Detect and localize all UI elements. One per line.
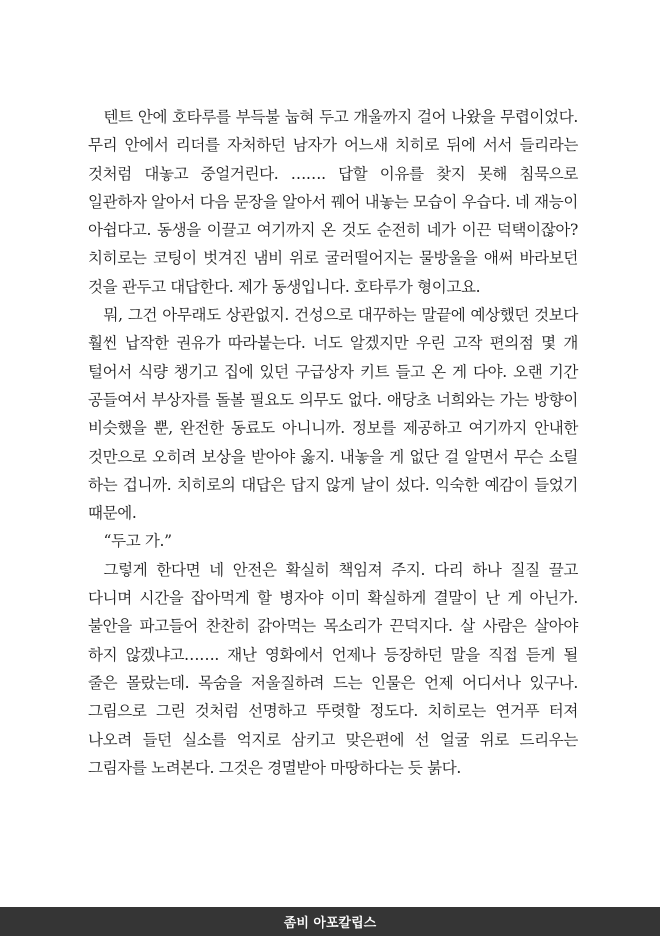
paragraph: 텐트 안에 호타루를 부득불 눕혀 두고 개울까지 걸어 나왔을 무렵이었다. 무리 안에서 리더를 자처하던 남자가 어느새 치히로 뒤에 서서 들리라는 것처럼 대놓고 중얼거린다. ……. 답할 이유를 찾지 못해 침묵으로 일관하자 알아서 다음 문장을 알아서 꿰어 내놓는 모습이 우습다. 네 재능이 아쉽다고. 동생을 이끌고 여기까지 온 것도 순전히 네가 이끈 덕택이잖아? 치히로는 코팅이 벗겨진 냄비 위로 굴러떨어지는 물방울을 애써 바라보던 것을 관두고 대답한다. 제가 동생입니다. 호타루가 형이고요. [88,108,578,296]
dialogue-line: “두고 가.” [103,532,172,551]
paragraph: 그렇게 한다면 네 안전은 확실히 책임져 주지. 다리 하나 질질 끌고 다니며 시간을 잡아먹게 할 병자야 이미 확실하게 결말이 난 게 아닌가. 불안을 파고들어 찬찬히 갉아먹는 목소리가 끈덕지다. 살 사람은 살아야 하지 않겠냐고……. 재난 영화에서 언제나 등장하던 말을 직접 듣게 될 줄은 몰랐는데. 목숨을 저울질하려 드는 인물은 언제 어디서나 있구나. 그림으로 그린 것처럼 선명하고 뚜렷할 정도다. 치히로는 연거푸 터져 나오려 들던 실소를 억지로 삼키고 맞은편에 선 얼굴 위로 드리우는 그림자를 노려본다. 그것은 경멸받아 마땅하다는 듯 붉다. [88,560,578,777]
story-body [88,103,578,782]
footer-bar [0,907,660,936]
paragraph: 뭐, 그건 아무래도 상관없지. 건성으로 대꾸하는 말끝에 예상했던 것보다 훨씬 납작한 권유가 따라붙는다. 너도 알겠지만 우린 고작 편의점 몇 개 털어서 식량 챙기고 집에 있던 구급상자 키트 들고 온 게 다야. 오랜 기간 공들여서 부상자를 돌볼 필요도 의무도 없다. 애당초 너희와는 가는 방향이 비슷했을 뿐, 완전한 동료도 아니니까. 정보를 제공하고 여기까지 안내한 것만으로 오히려 보상을 받아야 옳지. 내놓을 게 없단 걸 알면서 무슨 소릴 하는 겁니까. 치히로의 대답은 답지 않게 날이 섰다. 익숙한 예감이 들었기 때문에. [88,306,578,523]
book-title: 좀비 아포칼립스 [283,916,377,931]
